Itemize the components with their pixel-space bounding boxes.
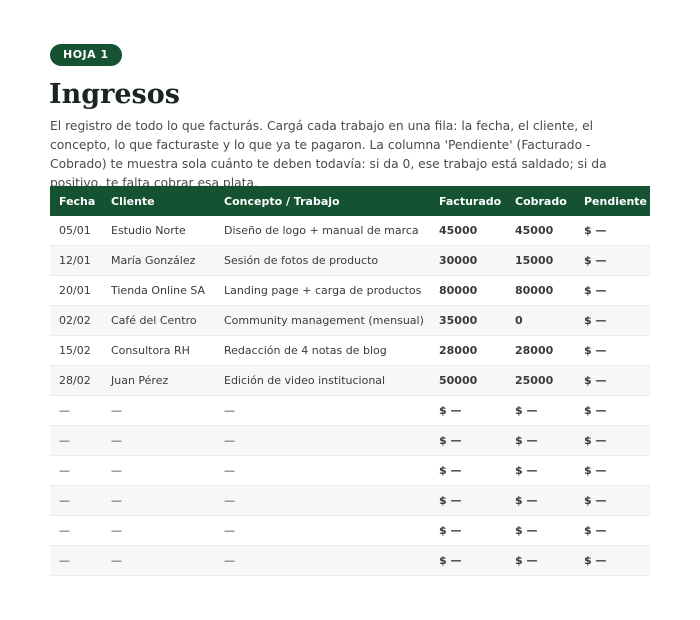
cell-cobrado[interactable]: 28000: [506, 336, 575, 366]
cell-cliente[interactable]: Consultora RH: [102, 336, 215, 366]
cell-cobrado[interactable]: $ —: [506, 516, 575, 546]
sheet-description: El registro de todo lo que facturás. Cargá cada trabajo en una fila: la fecha, el cliente, el concepto, lo que facturaste y lo que ya te pagaron. La columna 'Pendiente' (Facturado - Cobrado) te muestra sola cuánto te deben todavía: si da 0, ese trabajo está saldado; si da positivo, te falta cobrar esa plata.: [50, 119, 607, 190]
column-header-cobrado: Cobrado: [515, 194, 567, 208]
cell-concepto[interactable]: Redacción de 4 notas de blog: [215, 336, 430, 366]
cell-fecha[interactable]: 02/02: [50, 306, 102, 336]
cell-cliente[interactable]: —: [102, 486, 215, 516]
table-header: [50, 186, 650, 216]
cell-cliente[interactable]: —: [102, 516, 215, 546]
cell-pendiente: $ —: [575, 426, 650, 456]
cell-cliente[interactable]: Café del Centro: [102, 306, 215, 336]
cell-pendiente: $ —: [575, 216, 650, 246]
cell-cliente[interactable]: Tienda Online SA: [102, 276, 215, 306]
cell-pendiente: $ —: [575, 276, 650, 306]
cell-concepto[interactable]: Community management (mensual): [215, 306, 430, 336]
cell-fecha[interactable]: —: [50, 426, 102, 456]
table-row-empty: [50, 456, 650, 486]
cell-fecha[interactable]: —: [50, 396, 102, 426]
cell-cliente[interactable]: Estudio Norte: [102, 216, 215, 246]
column-header-concepto: Concepto / Trabajo: [224, 194, 340, 208]
cell-fecha[interactable]: —: [50, 456, 102, 486]
cell-facturado[interactable]: $ —: [430, 426, 506, 456]
cell-facturado[interactable]: 80000: [430, 276, 506, 306]
cell-fecha[interactable]: —: [50, 486, 102, 516]
cell-cobrado[interactable]: 0: [506, 306, 575, 336]
cell-concepto[interactable]: Diseño de logo + manual de marca: [215, 216, 430, 246]
cell-fecha[interactable]: 28/02: [50, 366, 102, 396]
cell-pendiente: $ —: [575, 456, 650, 486]
cell-facturado[interactable]: 50000: [430, 366, 506, 396]
column-header-cliente: Cliente: [111, 194, 155, 208]
cell-cobrado[interactable]: 25000: [506, 366, 575, 396]
cell-fecha[interactable]: 20/01: [50, 276, 102, 306]
cell-pendiente: $ —: [575, 486, 650, 516]
cell-pendiente: $ —: [575, 306, 650, 336]
cell-fecha[interactable]: 05/01: [50, 216, 102, 246]
cell-cobrado[interactable]: $ —: [506, 456, 575, 486]
table-row-empty: [50, 516, 650, 546]
cell-cliente[interactable]: —: [102, 456, 215, 486]
cell-concepto[interactable]: —: [215, 546, 430, 576]
table-row: [50, 216, 650, 246]
cell-pendiente: $ —: [575, 366, 650, 396]
cell-cliente[interactable]: —: [102, 426, 215, 456]
table-body: [50, 216, 650, 576]
table-row: [50, 306, 650, 336]
cell-concepto[interactable]: Landing page + carga de productos: [215, 276, 430, 306]
cell-fecha[interactable]: —: [50, 516, 102, 546]
cell-pendiente: $ —: [575, 546, 650, 576]
table-row-empty: [50, 426, 650, 456]
header-row: [50, 186, 650, 216]
income-table: [50, 186, 650, 576]
cell-concepto[interactable]: —: [215, 486, 430, 516]
cell-concepto[interactable]: —: [215, 396, 430, 426]
cell-concepto[interactable]: —: [215, 516, 430, 546]
table-row: [50, 336, 650, 366]
cell-pendiente: $ —: [575, 396, 650, 426]
cell-facturado[interactable]: $ —: [430, 486, 506, 516]
column-header-pendiente: Pendiente: [584, 194, 648, 208]
cell-cobrado[interactable]: $ —: [506, 486, 575, 516]
cell-cobrado[interactable]: $ —: [506, 426, 575, 456]
table-row: [50, 246, 650, 276]
cell-facturado[interactable]: 28000: [430, 336, 506, 366]
cell-concepto[interactable]: Edición de video institucional: [215, 366, 430, 396]
cell-cliente[interactable]: —: [102, 396, 215, 426]
cell-fecha[interactable]: —: [50, 546, 102, 576]
cell-cobrado[interactable]: $ —: [506, 396, 575, 426]
table-row: [50, 276, 650, 306]
cell-pendiente: $ —: [575, 246, 650, 276]
cell-cliente[interactable]: María González: [102, 246, 215, 276]
column-header-facturado: Facturado: [439, 194, 502, 208]
cell-concepto[interactable]: Sesión de fotos de producto: [215, 246, 430, 276]
cell-facturado[interactable]: $ —: [430, 516, 506, 546]
cell-facturado[interactable]: 30000: [430, 246, 506, 276]
cell-cliente[interactable]: —: [102, 546, 215, 576]
table-row-empty: [50, 486, 650, 516]
cell-pendiente: $ —: [575, 516, 650, 546]
cell-cobrado[interactable]: 80000: [506, 276, 575, 306]
cell-concepto[interactable]: —: [215, 426, 430, 456]
page-title: Ingresos: [49, 79, 180, 110]
cell-concepto[interactable]: —: [215, 456, 430, 486]
cell-fecha[interactable]: 12/01: [50, 246, 102, 276]
table-row-empty: [50, 546, 650, 576]
cell-pendiente: $ —: [575, 336, 650, 366]
cell-facturado[interactable]: 45000: [430, 216, 506, 246]
cell-cobrado[interactable]: $ —: [506, 546, 575, 576]
cell-cobrado[interactable]: 15000: [506, 246, 575, 276]
cell-cobrado[interactable]: 45000: [506, 216, 575, 246]
table-row: [50, 366, 650, 396]
column-header-fecha: Fecha: [59, 194, 96, 208]
table-row-empty: [50, 396, 650, 426]
cell-facturado[interactable]: $ —: [430, 396, 506, 426]
sheet-badge: HOJA 1: [50, 44, 122, 66]
cell-cliente[interactable]: Juan Pérez: [102, 366, 215, 396]
cell-facturado[interactable]: $ —: [430, 456, 506, 486]
cell-facturado[interactable]: 35000: [430, 306, 506, 336]
cell-facturado[interactable]: $ —: [430, 546, 506, 576]
cell-fecha[interactable]: 15/02: [50, 336, 102, 366]
